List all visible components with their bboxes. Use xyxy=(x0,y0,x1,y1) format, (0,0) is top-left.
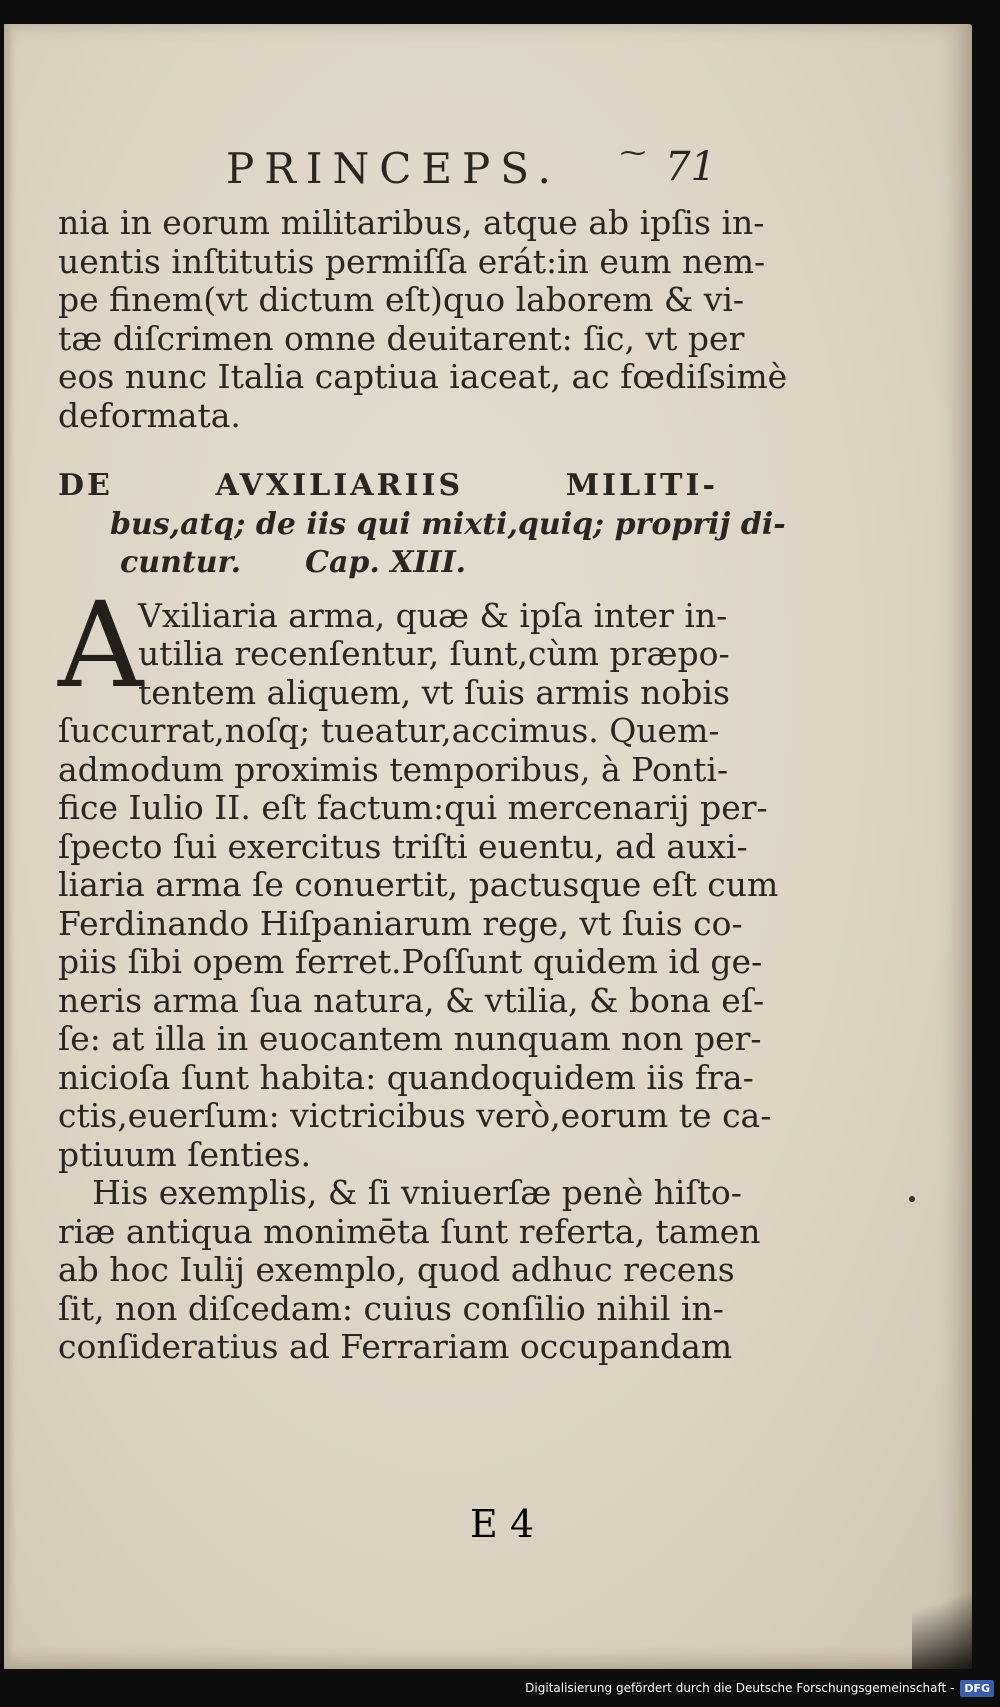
text-line: nicioſa ſunt habita: quandoquidem iis fra- xyxy=(58,1057,754,1097)
text-line: liaria arma ſe conuertit, pactusque eſt cum xyxy=(58,865,779,904)
chapter-heading-line xyxy=(58,544,718,583)
text-line: His exemplis, & ſi vniuerſæ penè hiſto- xyxy=(92,1173,742,1212)
text-line: ptiuum ſenties. xyxy=(58,1134,311,1174)
torn-page-corner xyxy=(912,1559,972,1669)
text-line: pe finem(vt dictum eſt)quo laborem & vi- xyxy=(58,280,745,319)
text-line: riæ antiqua monimēta ſunt referta, tamen xyxy=(58,1211,761,1251)
text-line: nia in eorum militaribus, atque ab ipſis in- xyxy=(58,203,765,242)
printer-mark: ⁓ xyxy=(620,138,646,168)
text-line: admodum proximis temporibus, à Ponti- xyxy=(58,749,729,789)
credit-text: Digitalisierung gefördert durch die Deutsche Forschungsgemeinschaft - xyxy=(525,1681,955,1695)
paragraph-main xyxy=(58,575,779,1175)
page-spine-shadow xyxy=(4,24,14,1669)
chapter-number: Cap. XIII. xyxy=(305,545,467,580)
ink-spot xyxy=(909,1196,915,1202)
text-line: ab hoc Iulij exemplo, quod adhuc recens xyxy=(58,1250,735,1289)
text-line: eos nunc Italia captiua iaceat, ac fœdiſsimè xyxy=(58,357,788,396)
text-line: ſuccurrat,noſq; tueatur,accimus. Quem- xyxy=(58,711,720,750)
signature-line xyxy=(4,1502,972,1546)
text-line: conſideratius ad Ferrariam occupandam xyxy=(58,1327,733,1366)
text-line: ſit, non diſcedam: cuius conſilio nihil in- xyxy=(58,1288,724,1328)
text-line: ſe: at illa in euocantem nunquam non per- xyxy=(58,1019,762,1058)
text-line: ctis,euerſum: victricibus verò,eorum te ca- xyxy=(58,1096,772,1135)
book-page xyxy=(4,24,972,1669)
chapter-heading-word: cuntur. xyxy=(120,545,242,580)
dfg-logo: DFG xyxy=(960,1680,994,1697)
chapter-heading-line: DE AVXILIARIIS MILITI- xyxy=(58,468,718,503)
paragraph-top xyxy=(58,203,788,435)
running-title: PRINCEPS. xyxy=(226,144,561,193)
text-line: piis ſibi opem ferret.Poſſunt quidem id ge- xyxy=(58,942,763,981)
text-line: Ferdinando Hiſpaniarum rege, vt ſuis co- xyxy=(58,903,743,943)
signature-mark: E 4 xyxy=(470,1502,534,1546)
text-line: utilia recenſentur, ſunt,cùm præpo- xyxy=(138,634,730,673)
text-line: uentis inſtitutis permiſſa erát:in eum nem- xyxy=(58,241,766,281)
chapter-heading-line: bus,atq; de iis qui mixti,quiq; proprij di- xyxy=(110,506,786,542)
paragraph-last xyxy=(58,1173,761,1367)
text-line: tentem aliquem, vt ſuis armis nobis xyxy=(138,672,730,712)
drop-cap-initial: A xyxy=(58,575,144,714)
text-block xyxy=(58,138,788,1367)
text-line: deformata. xyxy=(58,395,241,435)
text-line: tæ diſcrimen omne deuitarent: ſic, vt per xyxy=(58,318,745,358)
text-line: ſpecto ſui exercitus triſti euentu, ad auxi- xyxy=(58,826,748,866)
chapter-heading xyxy=(58,467,786,583)
page-header xyxy=(58,138,718,204)
text-line: fice Iulio II. eſt factum:qui mercenarij per- xyxy=(58,788,768,827)
text-line: Vxiliaria arma, quæ & ipſa inter in- xyxy=(138,595,728,635)
digitization-credit xyxy=(525,1676,994,1700)
text-line: neris arma ſua natura, & vtilia, & bona eſ- xyxy=(58,980,765,1020)
page-number: 71 xyxy=(665,144,716,190)
